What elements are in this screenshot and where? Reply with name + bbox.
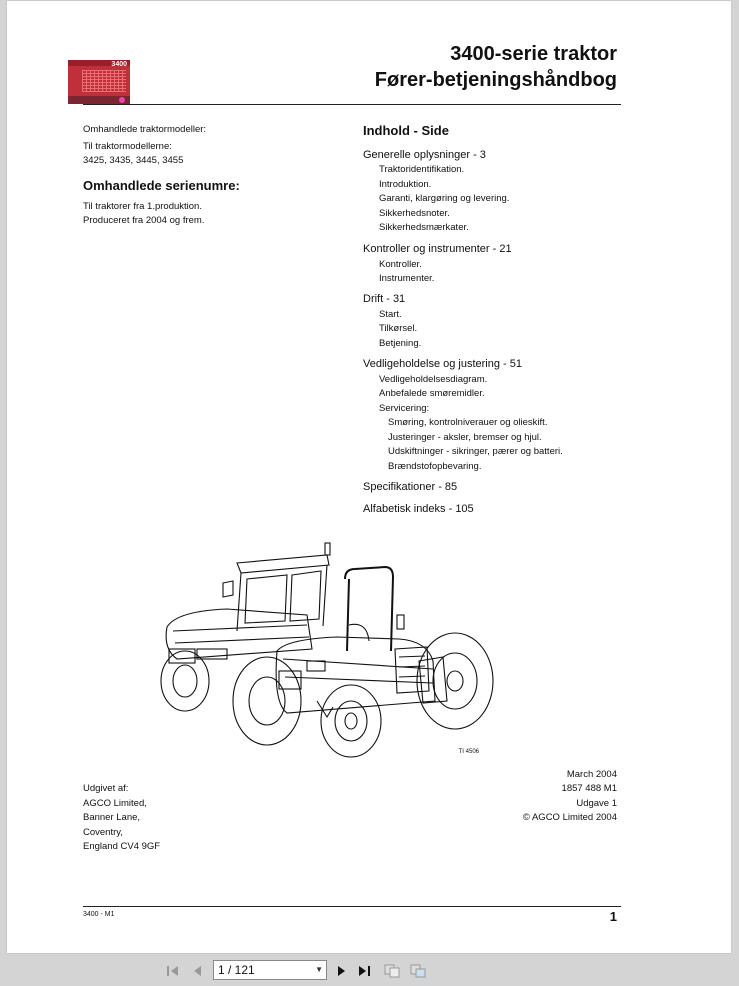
toc-item: Garanti, klargøring og levering. xyxy=(379,193,510,204)
publisher-label: Udgivet af: xyxy=(83,783,129,794)
toc-section: Kontroller og instrumenter - 21 xyxy=(363,243,512,255)
cover-logo: 3400 xyxy=(68,60,130,104)
toc-title: Indhold - Side xyxy=(363,123,449,138)
toc-item: Servicering: xyxy=(379,403,430,414)
publisher-line: Coventry, xyxy=(83,827,123,838)
part-number: 1857 488 M1 xyxy=(561,783,617,794)
figure-id: TI 4506 xyxy=(458,749,479,755)
chevron-down-icon[interactable]: ▼ xyxy=(315,965,323,974)
tractor-illustration xyxy=(137,531,497,771)
publisher-line: Banner Lane, xyxy=(83,812,141,823)
toc-section: Vedligeholdelse og justering - 51 xyxy=(363,358,523,370)
page-number-field[interactable]: 1 / 121 ▼ xyxy=(213,960,327,980)
first-page-icon[interactable] xyxy=(165,963,181,979)
previous-page-icon[interactable] xyxy=(189,963,205,979)
copyright: © AGCO Limited 2004 xyxy=(522,812,617,823)
models-intro: Til traktormodellerne: xyxy=(83,141,172,152)
toc-item: Traktoridentifikation. xyxy=(379,164,465,175)
viewer-toolbar xyxy=(0,956,739,986)
toc-item: Anbefalede smøremidler. xyxy=(379,388,485,399)
edition: Udgave 1 xyxy=(576,798,617,809)
serial-heading: Omhandlede serienumre: xyxy=(83,178,240,193)
toc-item: Kontroller. xyxy=(379,259,422,270)
serial-line-2: Produceret fra 2004 og frem. xyxy=(83,215,205,226)
document-page xyxy=(7,1,731,953)
footer-code: 3400 - M1 xyxy=(83,911,115,918)
front-tractor xyxy=(276,567,493,757)
toc-item: Vedligeholdelsesdiagram. xyxy=(379,374,488,385)
toc-item: Introduktion. xyxy=(379,179,432,190)
last-page-icon[interactable] xyxy=(357,963,373,979)
toc-section: Alfabetisk indeks - 105 xyxy=(363,503,474,515)
models-heading: Omhandlede traktormodeller: xyxy=(83,124,207,135)
models-list: 3425, 3435, 3445, 3455 xyxy=(83,155,184,166)
publisher-line: AGCO Limited, xyxy=(83,798,147,809)
toc-subitem: Udskiftninger - sikringer, pærer og batteri. xyxy=(388,446,563,457)
toc-item: Sikkerhedsnoter. xyxy=(379,208,450,219)
page-number: 1 xyxy=(609,909,617,924)
footer-rule xyxy=(83,906,621,907)
toc-section: Drift - 31 xyxy=(363,293,406,305)
toc-section: Specifikationer - 85 xyxy=(363,481,458,493)
page-layout-icon[interactable] xyxy=(384,963,400,979)
toc-subitem: Smøring, kontrolniverauer og olieskift. xyxy=(388,417,548,428)
next-page-icon[interactable] xyxy=(334,963,350,979)
document-title: 3400-serie traktor xyxy=(450,43,617,65)
serial-line-1: Til traktorer fra 1.produktion. xyxy=(83,201,202,212)
toc-section: Generelle oplysninger - 3 xyxy=(363,149,486,161)
toc-item: Tilkørsel. xyxy=(379,323,418,334)
toc-item: Betjening. xyxy=(379,338,422,349)
rear-tractor xyxy=(161,543,369,745)
toc-item: Start. xyxy=(379,309,402,320)
toc-subitem: Brændstofopbevaring. xyxy=(388,461,482,472)
publication-date: March 2004 xyxy=(566,769,617,780)
header-rule xyxy=(83,104,621,105)
toc-item: Sikkerhedsmærkater. xyxy=(379,222,469,233)
document-subtitle: Fører-betjeningshåndbog xyxy=(374,69,617,91)
toc-subitem: Justeringer - aksler, bremser og hjul. xyxy=(388,432,542,443)
publisher-line: England CV4 9GF xyxy=(83,841,161,852)
continuous-view-icon[interactable] xyxy=(410,963,426,979)
toc-item: Instrumenter. xyxy=(379,273,435,284)
